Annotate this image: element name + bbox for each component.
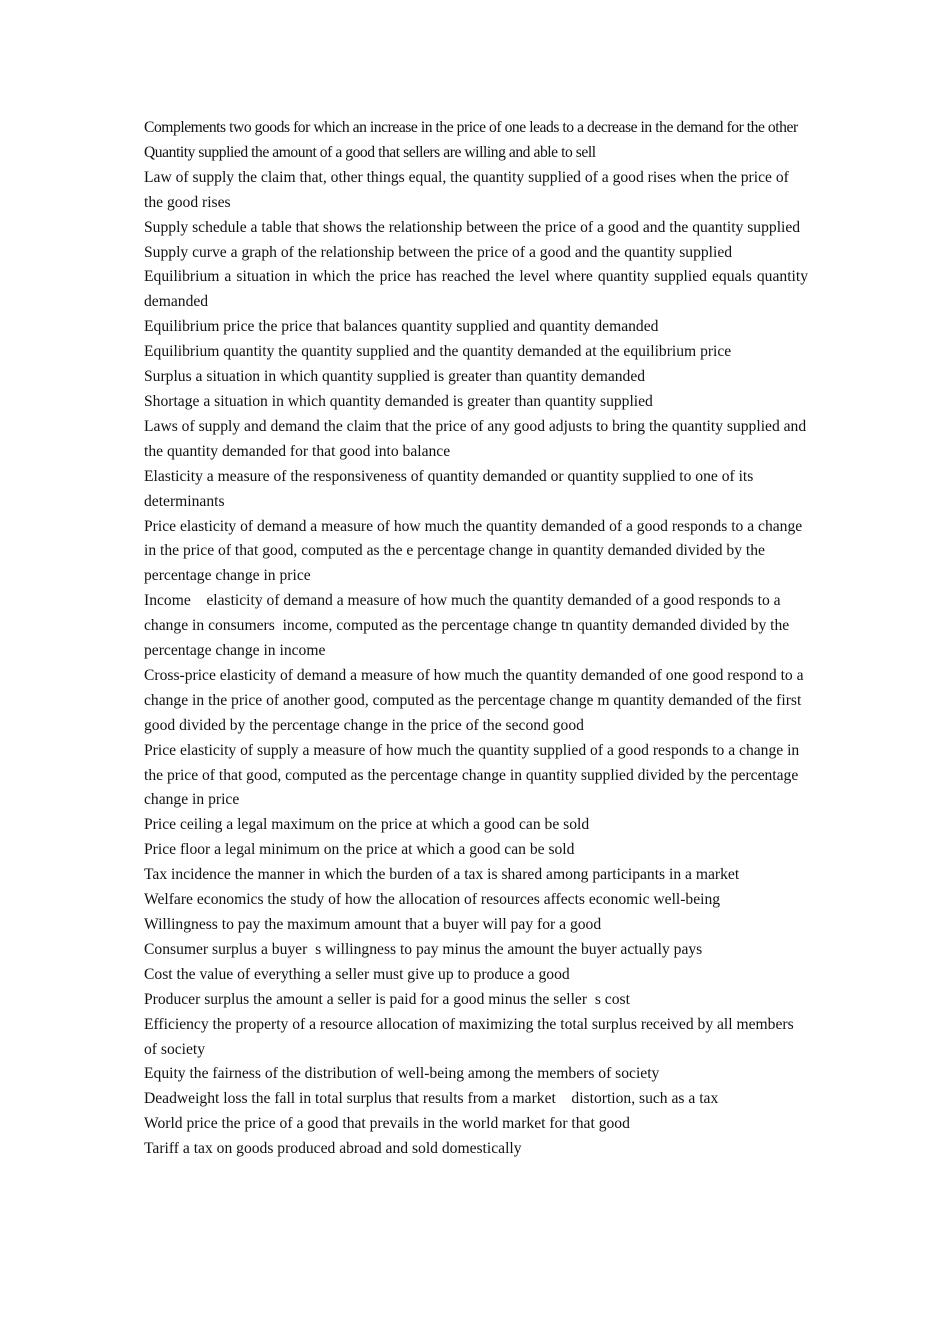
glossary-entry-equilibrium: Equilibrium a situation in which the price has reached the level where quantity supplied equals quantity demanded bbox=[144, 268, 808, 311]
glossary-entry-cross-price-elasticity: Cross-price elasticity of demand a measure of how much the quantity demanded of one good respond to a change in the price of another good, computed as the percentage change m quantity demanded of the first good divided by the percentage change in the price of the second good bbox=[144, 666, 804, 734]
glossary-entry-world-price: World price the price of a good that prevails in the world market for that good bbox=[144, 1115, 630, 1133]
glossary-page bbox=[144, 116, 808, 1162]
glossary-entry-equilibrium-quantity: Equilibrium quantity the quantity supplied and the quantity demanded at the equilibrium price bbox=[144, 343, 732, 361]
glossary-entry-law-of-supply: Law of supply the claim that, other things equal, the quantity supplied of a good rises when the price of the good rises bbox=[144, 168, 789, 211]
glossary-entry-tax-incidence: Tax incidence the manner in which the burden of a tax is shared among participants in a market bbox=[144, 866, 740, 884]
glossary-entry-producer-surplus: Producer surplus the amount a seller is paid for a good minus the seller s cost bbox=[144, 990, 630, 1008]
glossary-entry-price-elasticity-of-demand: Price elasticity of demand a measure of how much the quantity demanded of a good responds to a change in the price of that good, computed as the e percentage change in quantity demanded divided by the percentage change in price bbox=[144, 517, 803, 585]
glossary-entry-shortage: Shortage a situation in which quantity demanded is greater than quantity supplied bbox=[144, 392, 653, 410]
glossary-entry-efficiency: Efficiency the property of a resource allocation of maximizing the total surplus received by all members of society bbox=[144, 1015, 794, 1058]
glossary-entry-quantity-supplied: Quantity supplied the amount of a good that sellers are willing and able to sell bbox=[144, 143, 596, 161]
glossary-entry-surplus: Surplus a situation in which quantity supplied is greater than quantity demanded bbox=[144, 368, 646, 386]
glossary-entry-willingness-to-pay: Willingness to pay the maximum amount that a buyer will pay for a good bbox=[144, 916, 602, 933]
glossary-entry-consumer-surplus: Consumer surplus a buyer s willingness to pay minus the amount the buyer actually pays bbox=[144, 940, 703, 958]
glossary-entry-welfare-economics: Welfare economics the study of how the allocation of resources affects economic well-being bbox=[144, 891, 721, 909]
glossary-entry-price-floor: Price floor a legal minimum on the price at which a good can be sold bbox=[144, 841, 575, 859]
glossary-entry-deadweight-loss: Deadweight loss the fall in total surplus that results from a market distortion, such as a tax bbox=[144, 1090, 719, 1108]
glossary-entry-price-elasticity-of-supply: Price elasticity of supply a measure of how much the quantity supplied of a good responds to a change in the price of that good, computed as the percentage change in quantity supplied divided by the percentage change in price bbox=[144, 741, 800, 809]
glossary-entry-supply-curve: Supply curve a graph of the relationship between the price of a good and the quantity supplied bbox=[144, 243, 733, 261]
glossary-entry-laws-of-supply-and-demand: Laws of supply and demand the claim that the price of any good adjusts to bring the quantity supplied and the quantity demanded for that good into balance bbox=[144, 417, 807, 460]
glossary-entry-elasticity: Elasticity a measure of the responsiveness of quantity demanded or quantity supplied to one of its determinants bbox=[144, 467, 754, 510]
glossary-entry-price-ceiling: Price ceiling a legal maximum on the price at which a good can be sold bbox=[144, 816, 590, 834]
glossary-entry-cost: Cost the value of everything a seller must give up to produce a good bbox=[144, 965, 570, 983]
glossary-entry-equity: Equity the fairness of the distribution of well-being among the members of society bbox=[144, 1065, 660, 1083]
glossary-entry-complements: Complements two goods for which an increase in the price of one leads to a decrease in the demand for the other bbox=[144, 119, 798, 136]
glossary-entry-equilibrium-price: Equilibrium price the price that balances quantity supplied and quantity demanded bbox=[144, 318, 659, 336]
glossary-entry-income-elasticity-of-demand: Income elasticity of demand a measure of how much the quantity demanded of a good responds to a change in consumers income, computed as the percentage change tn quantity demanded divided by the percentage change in income bbox=[144, 592, 794, 660]
glossary-entry-supply-schedule: Supply schedule a table that shows the relationship between the price of a good and the quantity supplied bbox=[144, 218, 801, 236]
glossary-entry-tariff: Tariff a tax on goods produced abroad and sold domestically bbox=[144, 1140, 522, 1158]
